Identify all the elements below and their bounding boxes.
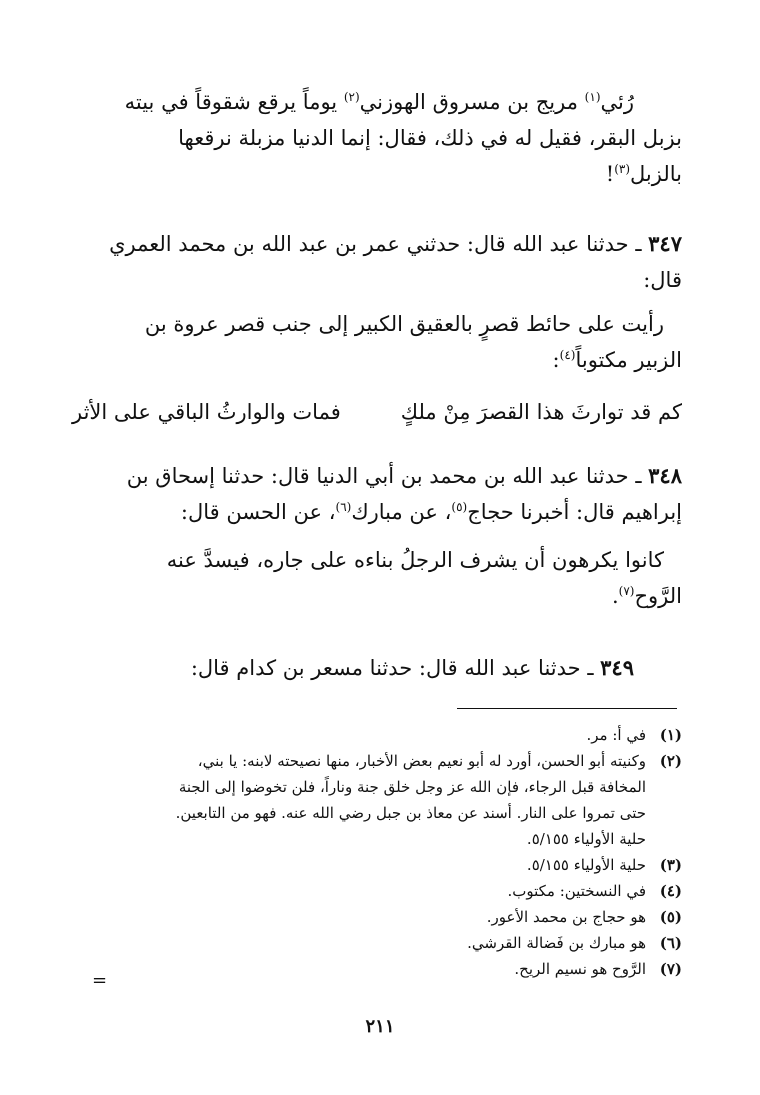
footnote-item xyxy=(42,904,682,930)
text-run: ! xyxy=(605,162,615,186)
text-run: مريج بن مسروق الهوزني xyxy=(359,90,585,114)
text-run: : xyxy=(552,348,560,372)
text-run: ـ حدثنا عبد الله بن محمد بن أبي الدنيا قال: حدثنا إسحاق بن xyxy=(126,464,649,488)
text-run: ـ حدثنا عبد الله قال: حدثني عمر بن عبد الله بن محمد العمري xyxy=(109,232,649,256)
page-number: ٢١١ xyxy=(365,1016,395,1037)
text-run: إبراهيم قال: أخبرنا حجاج xyxy=(467,500,682,524)
paragraph-347 xyxy=(72,306,682,378)
footnote-text xyxy=(42,930,646,956)
paragraph-line xyxy=(72,156,682,192)
text-run: ـ حدثنا عبد الله قال: حدثنا مسعر بن كدام قال: xyxy=(190,656,601,680)
footnote-line: في أ: مر. xyxy=(586,726,646,744)
footnote-item xyxy=(42,956,682,982)
footnote-number: (٥) xyxy=(659,908,682,926)
text-run: بالزبل xyxy=(630,162,682,186)
paragraph-opening xyxy=(72,84,682,192)
entry-number: ٣٤٧ xyxy=(648,231,682,256)
footnote-number: (٢) xyxy=(659,752,682,770)
paragraph-line: رأيت على حائط قصرٍ بالعقيق الكبير إلى جنب قصر عروة بن xyxy=(144,312,664,336)
footnote-separator xyxy=(457,708,677,709)
footnote-text xyxy=(42,904,646,930)
footnote-ref[interactable]: (٦) xyxy=(335,500,352,514)
verse-hemistich-first: كم قد توارثَ هذا القصرَ مِنْ ملكٍ xyxy=(400,400,682,424)
footnote-line: هو مبارك بن فَضالة القرشي. xyxy=(467,934,646,952)
footnote-line: المخافة قبل الرجاء، فإن الله عز وجل خلق جنة وناراً، فلن تخوضوا إلى الجنة xyxy=(178,778,646,796)
footnote-number: (٦) xyxy=(659,934,682,952)
continuation-mark: = xyxy=(92,970,108,991)
text-run: الرَّوح xyxy=(634,584,682,608)
footnote-line: حلية الأولياء ٥/١٥٥. xyxy=(526,856,646,874)
footnote-item xyxy=(42,748,682,852)
footnotes xyxy=(42,722,682,982)
footnote-item xyxy=(42,852,682,878)
footnote-ref[interactable]: (٣) xyxy=(614,162,631,176)
text-run: ، عن مبارك xyxy=(351,500,452,524)
footnote-text xyxy=(42,852,646,878)
text-run: ، عن الحسن قال: xyxy=(180,500,336,524)
footnote-line: الرَّوح هو نسيم الريح. xyxy=(514,960,646,978)
footnote-ref[interactable]: (٤) xyxy=(559,348,576,362)
paragraph-line xyxy=(72,342,682,378)
footnote-line: حلية الأولياء ٥/١٥٥. xyxy=(526,830,646,848)
entry-line xyxy=(72,494,682,530)
footnote-text xyxy=(42,956,646,982)
footnote-item xyxy=(42,722,682,748)
footnote-ref[interactable]: (١) xyxy=(584,90,601,104)
footnote-line: هو حجاج بن محمد الأعور. xyxy=(486,908,646,926)
footnote-line: وكنيته أبو الحسن، أورد له أبو نعيم بعض الأخبار، منها نصيحته لابنه: يا بني، xyxy=(197,752,646,770)
paragraph-line xyxy=(72,84,682,120)
footnote-item xyxy=(42,878,682,904)
text-run: يوماً يرقع شقوقاً في بيته xyxy=(124,90,344,114)
footnote-line: حتى تمروا على النار. أسند عن معاذ بن جبل رضي الله عنه. فهو من التابعين. xyxy=(175,804,646,822)
text-run: . xyxy=(611,584,619,608)
hadith-entry-348 xyxy=(72,458,682,530)
footnote-number: (٤) xyxy=(659,882,682,900)
entry-line xyxy=(72,226,682,262)
entry-line xyxy=(72,650,682,686)
footnote-line: في النسختين: مكتوب. xyxy=(507,882,646,900)
footnote-text xyxy=(42,722,646,748)
paragraph-line xyxy=(72,578,682,614)
text-run: الزبير مكتوباً xyxy=(575,348,682,372)
text-run: رُئي xyxy=(600,90,634,114)
poem-verse xyxy=(72,394,682,430)
footnote-text xyxy=(42,748,646,852)
footnote-number: (٧) xyxy=(659,960,682,978)
hadith-entry-349 xyxy=(72,650,682,686)
entry-line xyxy=(72,458,682,494)
hadith-entry-347 xyxy=(72,226,682,298)
footnote-text xyxy=(42,878,646,904)
footnote-item xyxy=(42,930,682,956)
footnote-ref[interactable]: (٧) xyxy=(618,584,635,598)
footnote-number: (١) xyxy=(659,726,682,744)
paragraph-line: بزبل البقر، فقيل له في ذلك، فقال: إنما الدنيا مزبلة نرقعها xyxy=(178,126,682,150)
entry-number: ٣٤٩ xyxy=(600,655,634,680)
paragraph-348 xyxy=(72,542,682,614)
footnote-ref[interactable]: (٥) xyxy=(451,500,468,514)
footnote-ref[interactable]: (٢) xyxy=(343,90,360,104)
entry-line: قال: xyxy=(643,268,682,292)
paragraph-line: كانوا يكرهون أن يشرف الرجلُ بناءه على جاره، فيسدَّ عنه xyxy=(166,548,664,572)
verse-hemistich-second: فمات والوارثُ الباقي على الأثر xyxy=(72,400,341,424)
footnote-number: (٣) xyxy=(659,856,682,874)
entry-number: ٣٤٨ xyxy=(648,463,682,488)
